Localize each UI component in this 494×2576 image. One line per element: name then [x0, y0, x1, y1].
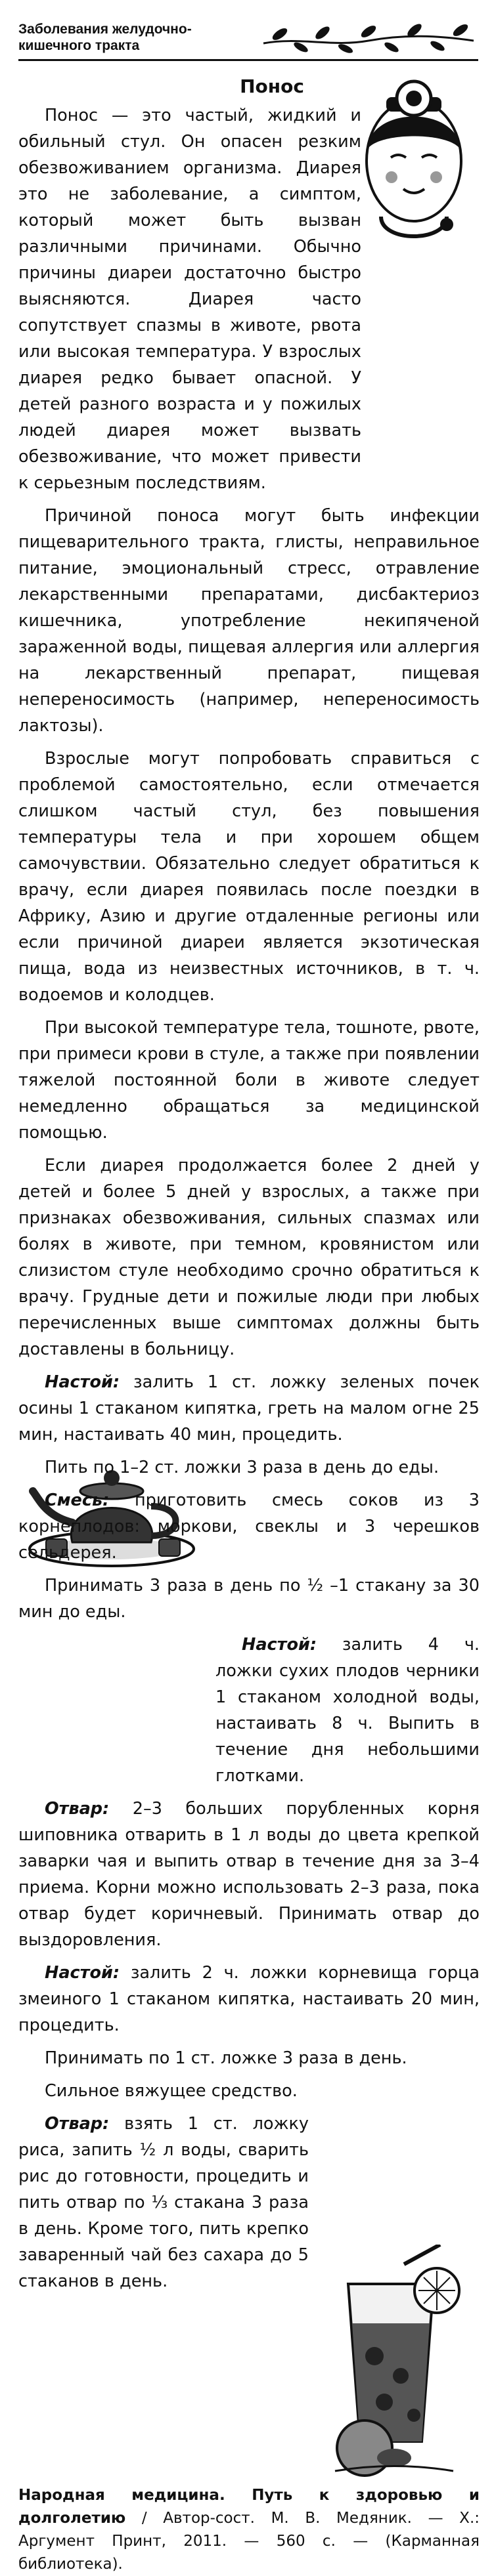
article-title: Понос [240, 75, 304, 97]
recipe-rosehip [18, 1796, 480, 1953]
recipe-text: залить 4 ч. ложки сухих плодов черники 1 стаканом холодной воды, настаивать 8 ч. Выпить в течение дня небольшими глотками. [215, 1635, 480, 1786]
recipe-bistort-dose: Принимать по 1 ст. ложке 3 раза в день. [45, 2048, 407, 2068]
paragraph-intro: Понос — это частый, жидкий и обильный стул. Он опасен резким обезвоживанием организма. Диарея это не заболевание, а симптом, который может быть вызван различными причинами. Обычно причины диареи достаточно быстро выясняются. Диарея часто сопутствует спазмы в животе, рвота или высокая температура. У взрослых диарея редко бывает опасной. У детей разного возраста и у пожилых людей диарея может вызвать обезвоживание, что может привести к серьезным последствиям. [18, 106, 361, 493]
recipe-label: Настой: [45, 1963, 120, 1983]
recipe-label: Настой: [242, 1635, 317, 1655]
section-title: Заболевания желудочно-кишечного тракта [18, 22, 192, 53]
article-column [18, 74, 480, 2301]
recipe-text: залить 1 ст. ложку зеленых почек осины 1 стаканом кипятка, греть на малом огне 25 мин, настаивать 40 мин, процедить. [18, 1372, 480, 1445]
recipe-label: Отвар: [45, 1799, 110, 1819]
recipe-juice-dose: Принимать 3 раза в день по ½ –1 стакану за 30 мин до еды. [18, 1576, 480, 1622]
recipe-bistort [18, 1960, 480, 2038]
vine-ornament [260, 18, 477, 55]
recipe-juice-mix [18, 1487, 480, 1566]
recipe-aspen [18, 1369, 480, 1448]
recipe-aspen-dose: Пить по 1–2 ст. ложки 3 раза в день до еды. [45, 1458, 439, 1477]
recipe-text: залить 2 ч. ложки корневища горца змеиного 1 стаканом кипятка, настаивать 20 мин, процедить. [18, 1963, 480, 2035]
paragraph-urgent: При высокой температуре тела, тошноте, рвоте, при примеси крови в стуле, а также при появлении тяжелой постоянной боли в животе следует немедленно обращаться за медицинской помощью. [18, 1018, 480, 1143]
recipe-rice [18, 2111, 309, 2294]
recipe-text: приготовить смесь соков из 3 корнеплодов: моркови, свеклы и 3 черешков сельдерея. [18, 1490, 480, 1563]
recipe-label: Смесь: [45, 1490, 110, 1510]
recipe-blueberry [215, 1632, 480, 1789]
citation-details: / Автор-сост. М. В. Медяник. — Х.: Аргумент Принт, 2011. — 560 с. — (Карманная библиотека). [18, 2510, 480, 2573]
paragraph-causes: Причиной поноса могут быть инфекции пищеварительного тракта, глисты, неправильное питание, эмоциональный стресс, отравление лекарственными препаратами, дисбактериоз кишечника, употребление некипяченой зараженной воды, пищевая аллергия или аллергия на лекарственный препарат, пищевая непереносимость (например, непереносимость лактозы). [18, 506, 480, 736]
paragraph-self-help: Взрослые могут попробовать справиться с проблемой самостоятельно, если отмечается слишком частый стул, без повышения температуры тела и при хорошем общем самочувствии. Обязательно следует обратиться к врачу, если диарея появилась после поездки в Африку, Азию и другие отдаленные регионы или если причиной диареи является экзотическая пища, вода из неизвестных источников, в т. ч. водоемов и колодцев. [18, 749, 480, 1005]
recipe-text: 2–3 больших порубленных корня шиповника отварить в 1 л воды до цвета крепкой заварки чая и выпить отвар в течение дня за 3–4 приема. Корни можно использовать 2–3 раза, пока отвар будет коричневый. Принимать отвар до выздоровления. [18, 1799, 480, 1950]
recipe-label: Настой: [45, 1372, 120, 1392]
source-citation [18, 2484, 480, 2576]
paragraph-doctor: Если диарея продолжается более 2 дней у детей и более 5 дней у взрослых, а также при признаках обезвоживания, сильных спазмах или болях в животе, при темном, кровянистом или слизистом стуле необходимо срочно обратиться к врачу. Грудные дети и пожилые люди при любых перечисленных выше симптомах должны быть доставлены в больницу. [18, 1156, 480, 1359]
recipe-label: Отвар: [45, 2114, 110, 2134]
recipe-bistort-note: Сильное вяжущее средство. [45, 2081, 298, 2101]
header-rule [18, 59, 478, 61]
book-title: Народная медицина. Путь к здоровью и долголетию [18, 2487, 480, 2527]
recipe-text: взять 1 ст. ложку риса, запить ½ л воды, сварить рис до готовности, процедить и пить отвар по ⅓ стакана 3 раза в день. Кроме того, пить крепко заваренный чай без сахара до 5 стаканов в день. [18, 2114, 309, 2291]
page-header [18, 16, 478, 59]
